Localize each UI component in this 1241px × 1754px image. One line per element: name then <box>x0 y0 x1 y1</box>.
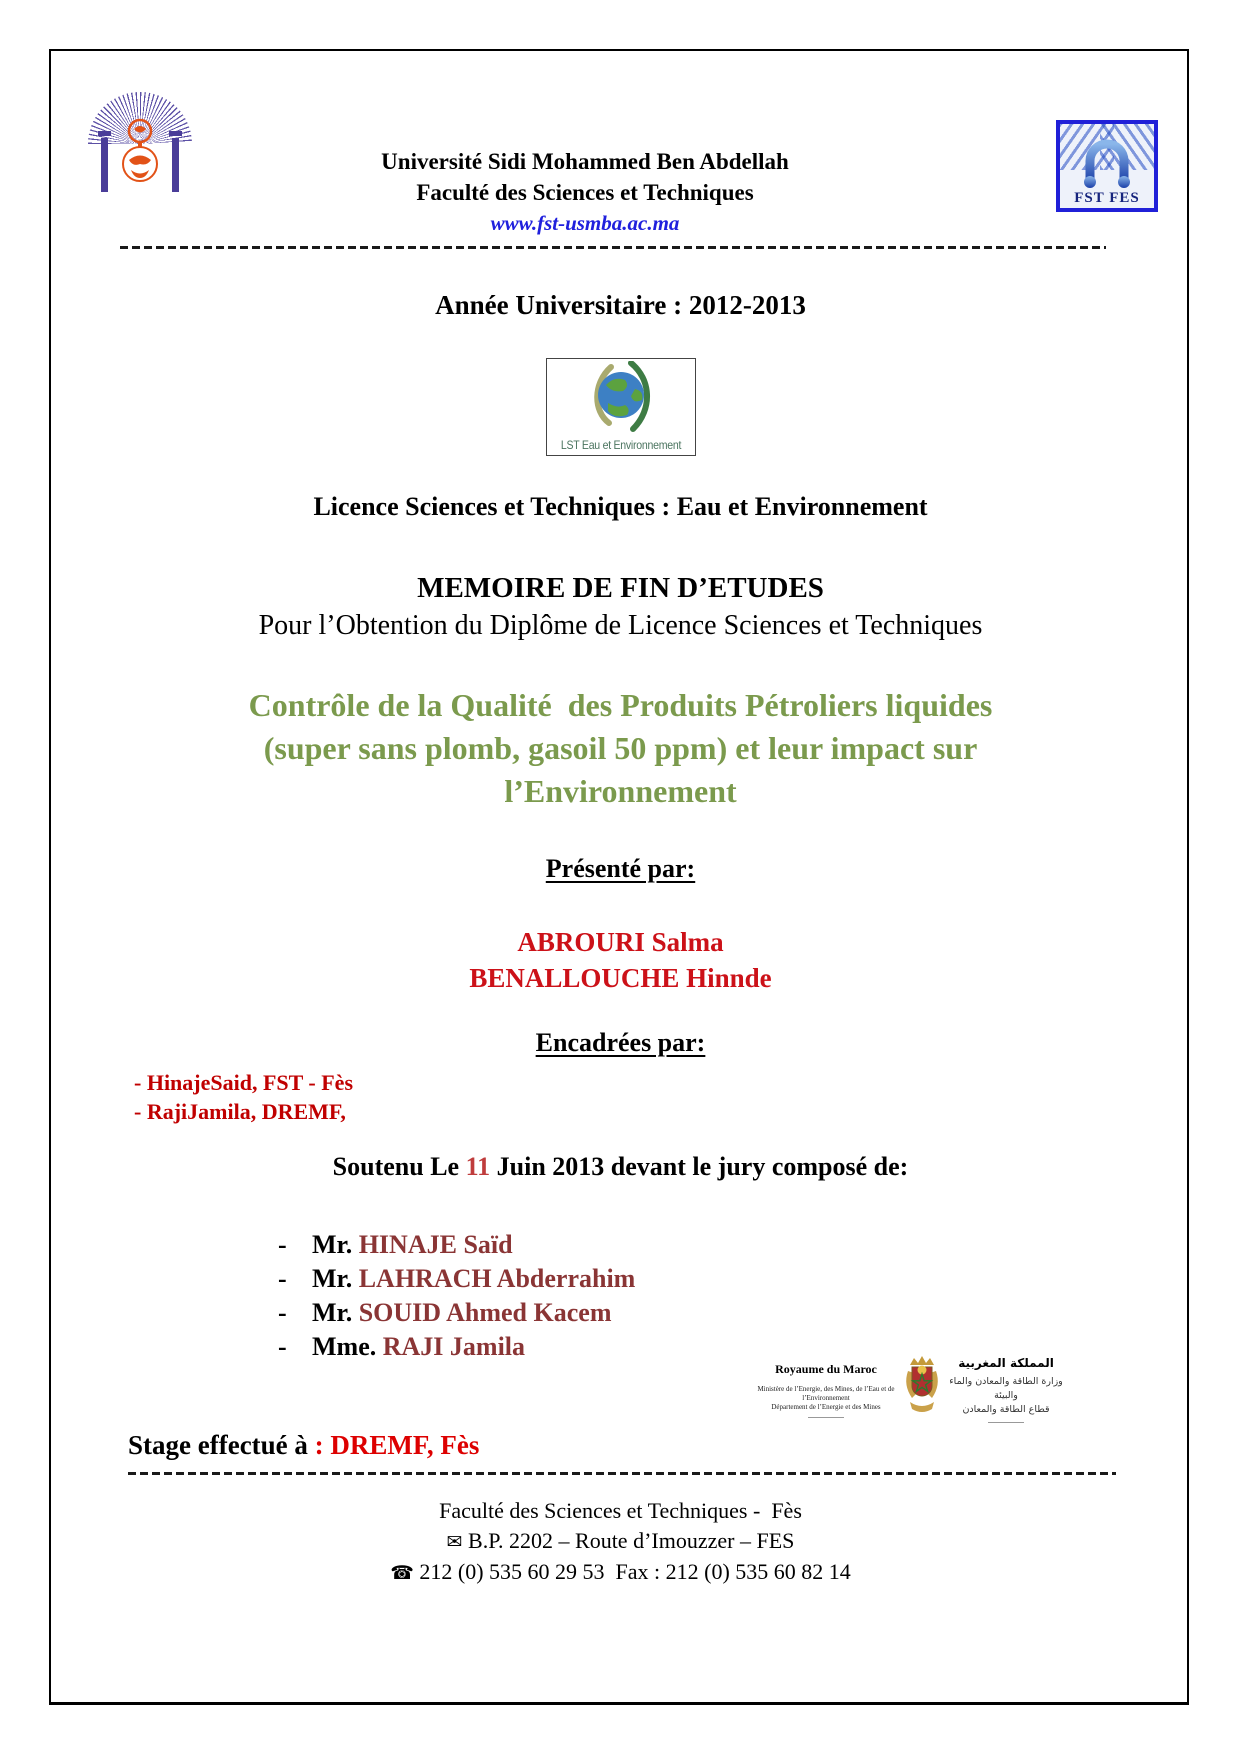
jury-member-title: Mr. <box>312 1230 359 1259</box>
jury-member-name: LAHRACH Abderrahim <box>358 1264 636 1293</box>
university-name: Université Sidi Mohammed Ben Abdellah <box>381 149 789 174</box>
usmba-logo-pillar-right <box>172 138 179 192</box>
program-name: Licence Sciences et Techniques : Eau et Environnement <box>313 492 928 521</box>
jury-member <box>278 1330 635 1364</box>
ministry-name-ar: وزارة الطاقة والمعادن والماء والبيئة <box>949 1376 1063 1401</box>
jury-list <box>278 1228 635 1364</box>
thesis-title-line: (super sans plomb, gasoil 50 ppm) et leur impact sur <box>263 730 978 766</box>
jury-member-title: Mr. <box>312 1298 359 1327</box>
supervised-by-label: Encadrées par: <box>535 1028 706 1057</box>
website-link[interactable]: www.fst-usmba.ac.ma <box>490 211 680 235</box>
internship-label: Stage effectué à <box>128 1430 315 1460</box>
ministry-arabic-block <box>944 1356 1068 1423</box>
header <box>225 146 945 238</box>
footer-address-text: B.P. 2202 – Route d’Imouzzer – FES <box>468 1528 795 1553</box>
fst-logo-arch-symbol <box>1060 130 1154 188</box>
usmba-university-logo <box>86 92 194 204</box>
footer <box>0 1496 1241 1588</box>
kingdom-name-ar: المملكة المغربية <box>958 1356 1054 1370</box>
list-dash: - <box>278 1230 287 1259</box>
list-dash: - <box>278 1264 287 1293</box>
footer-phone-text: 212 (0) 535 60 29 53 Fax : 212 (0) 535 60 82 14 <box>419 1559 851 1584</box>
mail-icon: ✉ <box>446 1531 463 1553</box>
list-dash: - <box>278 1332 287 1361</box>
supervisor-list <box>134 1068 353 1126</box>
defense-date: 11 <box>465 1152 491 1181</box>
supervisor: - HinajeSaid, FST - Fès <box>134 1070 354 1095</box>
morocco-coat-of-arms <box>902 1354 942 1420</box>
list-dash: - <box>278 1298 287 1327</box>
department-name-fr: Département de l’Energie et des Mines <box>771 1403 881 1411</box>
defense-text-suffix: Juin 2013 devant le jury composé de: <box>490 1152 909 1181</box>
defense-line <box>0 1152 1241 1182</box>
memoir-subheading: Pour l’Obtention du Diplôme de Licence Sciences et Techniques <box>258 610 983 641</box>
usmba-logo-pillar-left <box>101 138 108 192</box>
header-separator-line <box>120 246 1106 249</box>
internship-line <box>128 1430 479 1461</box>
footer-separator-line <box>128 1472 1116 1475</box>
jury-member-name: RAJI Jamila <box>382 1332 526 1361</box>
jury-member <box>278 1296 635 1330</box>
jury-member-title: Mr. <box>312 1264 359 1293</box>
usmba-logo-calligraphy-medallion <box>113 116 167 198</box>
jury-member-name: HINAJE Saïd <box>358 1230 513 1259</box>
jury-member <box>278 1262 635 1296</box>
fst-fes-logo-label: FST FES <box>1074 190 1140 206</box>
sector-name-ar: قطاع الطاقة والمعادن <box>962 1404 1050 1415</box>
footer-phone-line <box>0 1557 1241 1588</box>
thesis-title <box>0 684 1241 813</box>
author-names <box>0 924 1241 996</box>
jury-member <box>278 1228 635 1262</box>
ministry-divider <box>808 1417 844 1418</box>
lst-logo-globe-icon <box>547 361 695 433</box>
footer-address-line <box>0 1526 1241 1557</box>
thesis-title-line: l’Environnement <box>504 773 737 809</box>
presented-by-label: Présenté par: <box>545 854 696 883</box>
ministry-french-block <box>756 1362 896 1418</box>
author-name: ABROURI Salma <box>517 927 724 957</box>
internship-location: : DREMF, Fès <box>314 1430 480 1460</box>
phone-icon: ☎ <box>390 1562 414 1584</box>
ministry-divider <box>988 1422 1024 1423</box>
academic-year: Année Universitaire : 2012-2013 <box>435 290 806 320</box>
ministry-name-fr: Ministère de l’Energie, des Mines, de l’Eau et de l’Environnement <box>757 1385 895 1402</box>
jury-member-title: Mme. <box>312 1332 383 1361</box>
lst-logo-caption: LST Eau et Environnement <box>560 438 682 452</box>
defense-text-prefix: Soutenu Le <box>332 1152 466 1181</box>
fst-fes-logo <box>1056 120 1158 212</box>
faculty-name: Faculté des Sciences et Techniques <box>416 180 754 205</box>
author-name: BENALLOUCHE Hinnde <box>469 963 772 993</box>
lst-eau-environnement-logo <box>546 358 696 456</box>
footer-faculty-line: Faculté des Sciences et Techniques - Fès <box>439 1498 802 1523</box>
jury-member-name: SOUID Ahmed Kacem <box>358 1298 612 1327</box>
royaume-du-maroc-label: Royaume du Maroc <box>775 1362 877 1376</box>
thesis-title-line: Contrôle de la Qualité des Produits Pétroliers liquides <box>248 687 993 723</box>
memoir-heading: MEMOIRE DE FIN D’ETUDES <box>417 572 824 604</box>
supervisor: - RajiJamila, DREMF, <box>134 1099 346 1124</box>
